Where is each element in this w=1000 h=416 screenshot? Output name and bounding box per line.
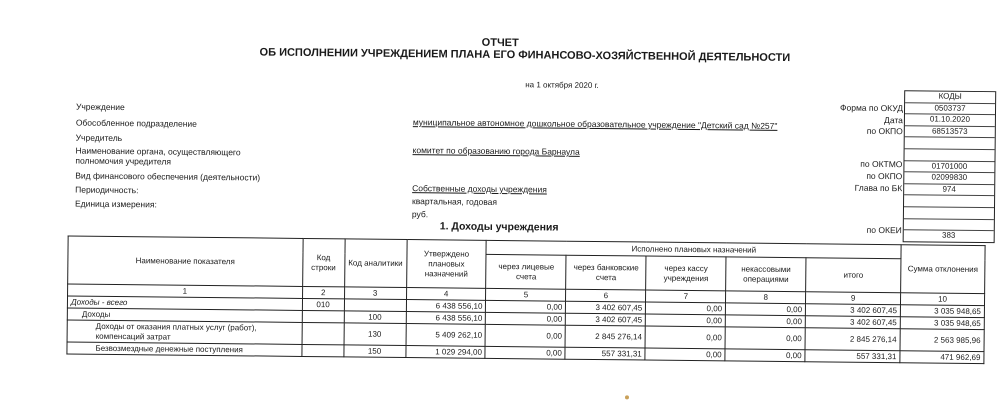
- row-deviation: 471 962,69: [900, 351, 984, 364]
- col-number: 10: [900, 293, 984, 306]
- row-non-cash: 0,00: [725, 349, 805, 362]
- header-total: итого: [806, 258, 901, 293]
- row-total: 2 845 276,14: [805, 328, 900, 351]
- row-via-personal: 0,00: [486, 324, 566, 347]
- unit-label: Единица измерения:: [74, 198, 157, 210]
- row-total: 3 402 607,45: [805, 316, 900, 329]
- row-line-code: [302, 322, 344, 344]
- row-via-bank: 3 402 607,45: [566, 313, 646, 326]
- row-name: Доходы: [67, 308, 302, 322]
- row-approved: 6 438 556,10: [406, 312, 486, 325]
- row-approved: 1 029 294,00: [405, 346, 485, 359]
- code-empty-1: [905, 137, 995, 150]
- code-okud: 0503737: [905, 102, 995, 115]
- col-number: 3: [344, 287, 406, 300]
- row-via-personal: 0,00: [486, 312, 566, 325]
- row-name: Доходы от оказания платных услуг (работ), компенсаций затрат: [67, 320, 302, 344]
- header-name: Наименование показателя: [68, 236, 303, 286]
- row-deviation: 3 035 948,65: [900, 317, 984, 330]
- header-line-code: Код строки: [302, 238, 344, 286]
- row-via-personal: 0,00: [485, 346, 565, 359]
- okei-label: по ОКЕИ: [866, 224, 902, 236]
- section-title: 1. Доходы учреждения: [439, 220, 559, 234]
- col-number: 8: [726, 291, 806, 304]
- col-number: 4: [406, 288, 486, 301]
- row-name: Доходы - всего: [67, 296, 302, 310]
- periodicity-value: квартальная, годовая: [411, 196, 498, 207]
- row-non-cash: 0,00: [725, 315, 805, 328]
- col-number: 6: [566, 289, 646, 302]
- code-okpo-1: 68513573: [905, 125, 995, 138]
- row-deviation: 3 035 948,65: [900, 305, 984, 318]
- authority-label-1: Наименование органа, осуществляющего: [75, 145, 241, 158]
- income-table: [66, 235, 985, 364]
- okpo-label-2: по ОКПО: [866, 170, 903, 182]
- row-line-code: [302, 344, 344, 356]
- row-total: 557 331,31: [805, 350, 900, 363]
- founder-label: Учредитель: [75, 132, 123, 144]
- report-date: на 1 октября 2020 г.: [525, 80, 599, 91]
- row-name: Безвозмездные денежные поступления: [67, 342, 302, 356]
- row-via-bank: 557 331,31: [565, 347, 645, 360]
- unit-value: руб.: [411, 209, 429, 220]
- row-approved: 5 409 262,10: [406, 324, 486, 347]
- institution-label: Учреждение: [75, 101, 125, 113]
- row-analytic-code: 100: [344, 311, 406, 324]
- row-via-bank: 3 402 607,45: [566, 301, 646, 314]
- row-non-cash: 0,00: [726, 303, 806, 316]
- date-label: Дата: [884, 115, 903, 126]
- header-executed: Исполнено плановых назначений: [486, 240, 901, 258]
- okpo-label-1: по ОКПО: [866, 125, 903, 137]
- row-line-code: [302, 310, 344, 322]
- code-okei: 383: [904, 229, 994, 242]
- row-non-cash: 0,00: [725, 327, 805, 350]
- code-empty-3: [904, 195, 994, 208]
- bk-label: Глава по БК: [854, 182, 903, 194]
- row-line-code: 010: [302, 298, 344, 310]
- report-subtitle: ОБ ИСПОЛНЕНИИ УЧРЕЖДЕНИЕМ ПЛАНА ЕГО ФИНАНСОВО-ХОЗЯЙСТВЕННОЙ ДЕЯТЕЛЬНОСТИ: [259, 46, 791, 65]
- code-empty-4: [904, 206, 994, 219]
- code-date: 01.10.2020: [905, 113, 995, 126]
- oktmo-label: по ОКТМО: [860, 158, 903, 170]
- row-via-personal: 0,00: [486, 300, 566, 313]
- code-okpo-2: 02099830: [904, 171, 994, 184]
- header-non-cash: некассовыми операциями: [726, 257, 806, 292]
- code-bk: 974: [904, 183, 994, 196]
- code-empty-5: [904, 218, 994, 231]
- periodicity-label: Периодичность:: [75, 184, 139, 196]
- header-deviation: Сумма отклонения: [901, 245, 985, 294]
- header-via-cash: через кассу учреждения: [646, 256, 726, 291]
- code-oktmo: 01701000: [904, 160, 994, 173]
- okud-label: Форма по ОКУД: [840, 102, 904, 114]
- col-number: 9: [806, 292, 901, 305]
- row-approved: 6 438 556,10: [406, 300, 486, 313]
- col-number: 2: [302, 286, 344, 298]
- institution-name: муниципальное автономное дошкольное образовательное учреждение "Детский сад №257": [412, 117, 778, 131]
- subdivision-label: Обособленное подразделение: [75, 117, 197, 129]
- header-via-bank: через банковские счета: [566, 255, 646, 290]
- codes-header: КОДЫ: [938, 91, 962, 101]
- header-analytic-code: Код аналитики: [344, 239, 406, 288]
- header-approved: Утверждено плановых назначений: [406, 240, 486, 289]
- authority-label-2: полномочия учредителя: [75, 155, 172, 167]
- row-analytic-code: 150: [344, 345, 406, 358]
- row-via-cash: 0,00: [645, 348, 725, 361]
- header-via-personal: через лицевые счета: [486, 254, 566, 289]
- col-number: 5: [486, 288, 566, 301]
- row-via-bank: 2 845 276,14: [565, 325, 645, 348]
- finance-type-value: Собственные доходы учреждения: [412, 183, 547, 195]
- paper-speck: [625, 395, 629, 399]
- row-total: 3 402 607,45: [806, 304, 901, 317]
- row-via-cash: 0,00: [646, 314, 726, 327]
- report-title: ОТЧЕТ: [481, 36, 519, 50]
- row-deviation: 2 563 985,96: [900, 329, 984, 352]
- authority-name: комитет по образованию города Барнаула: [412, 145, 580, 157]
- row-via-cash: 0,00: [645, 326, 725, 349]
- row-analytic-code: [344, 299, 406, 312]
- row-analytic-code: 130: [344, 323, 406, 346]
- code-empty-2: [905, 148, 995, 161]
- finance-type-label: Вид финансового обеспечения (деятельности): [75, 170, 261, 183]
- col-number: 7: [646, 290, 726, 303]
- row-via-cash: 0,00: [646, 302, 726, 315]
- codes-box: [903, 90, 997, 243]
- col-number: 1: [68, 284, 303, 298]
